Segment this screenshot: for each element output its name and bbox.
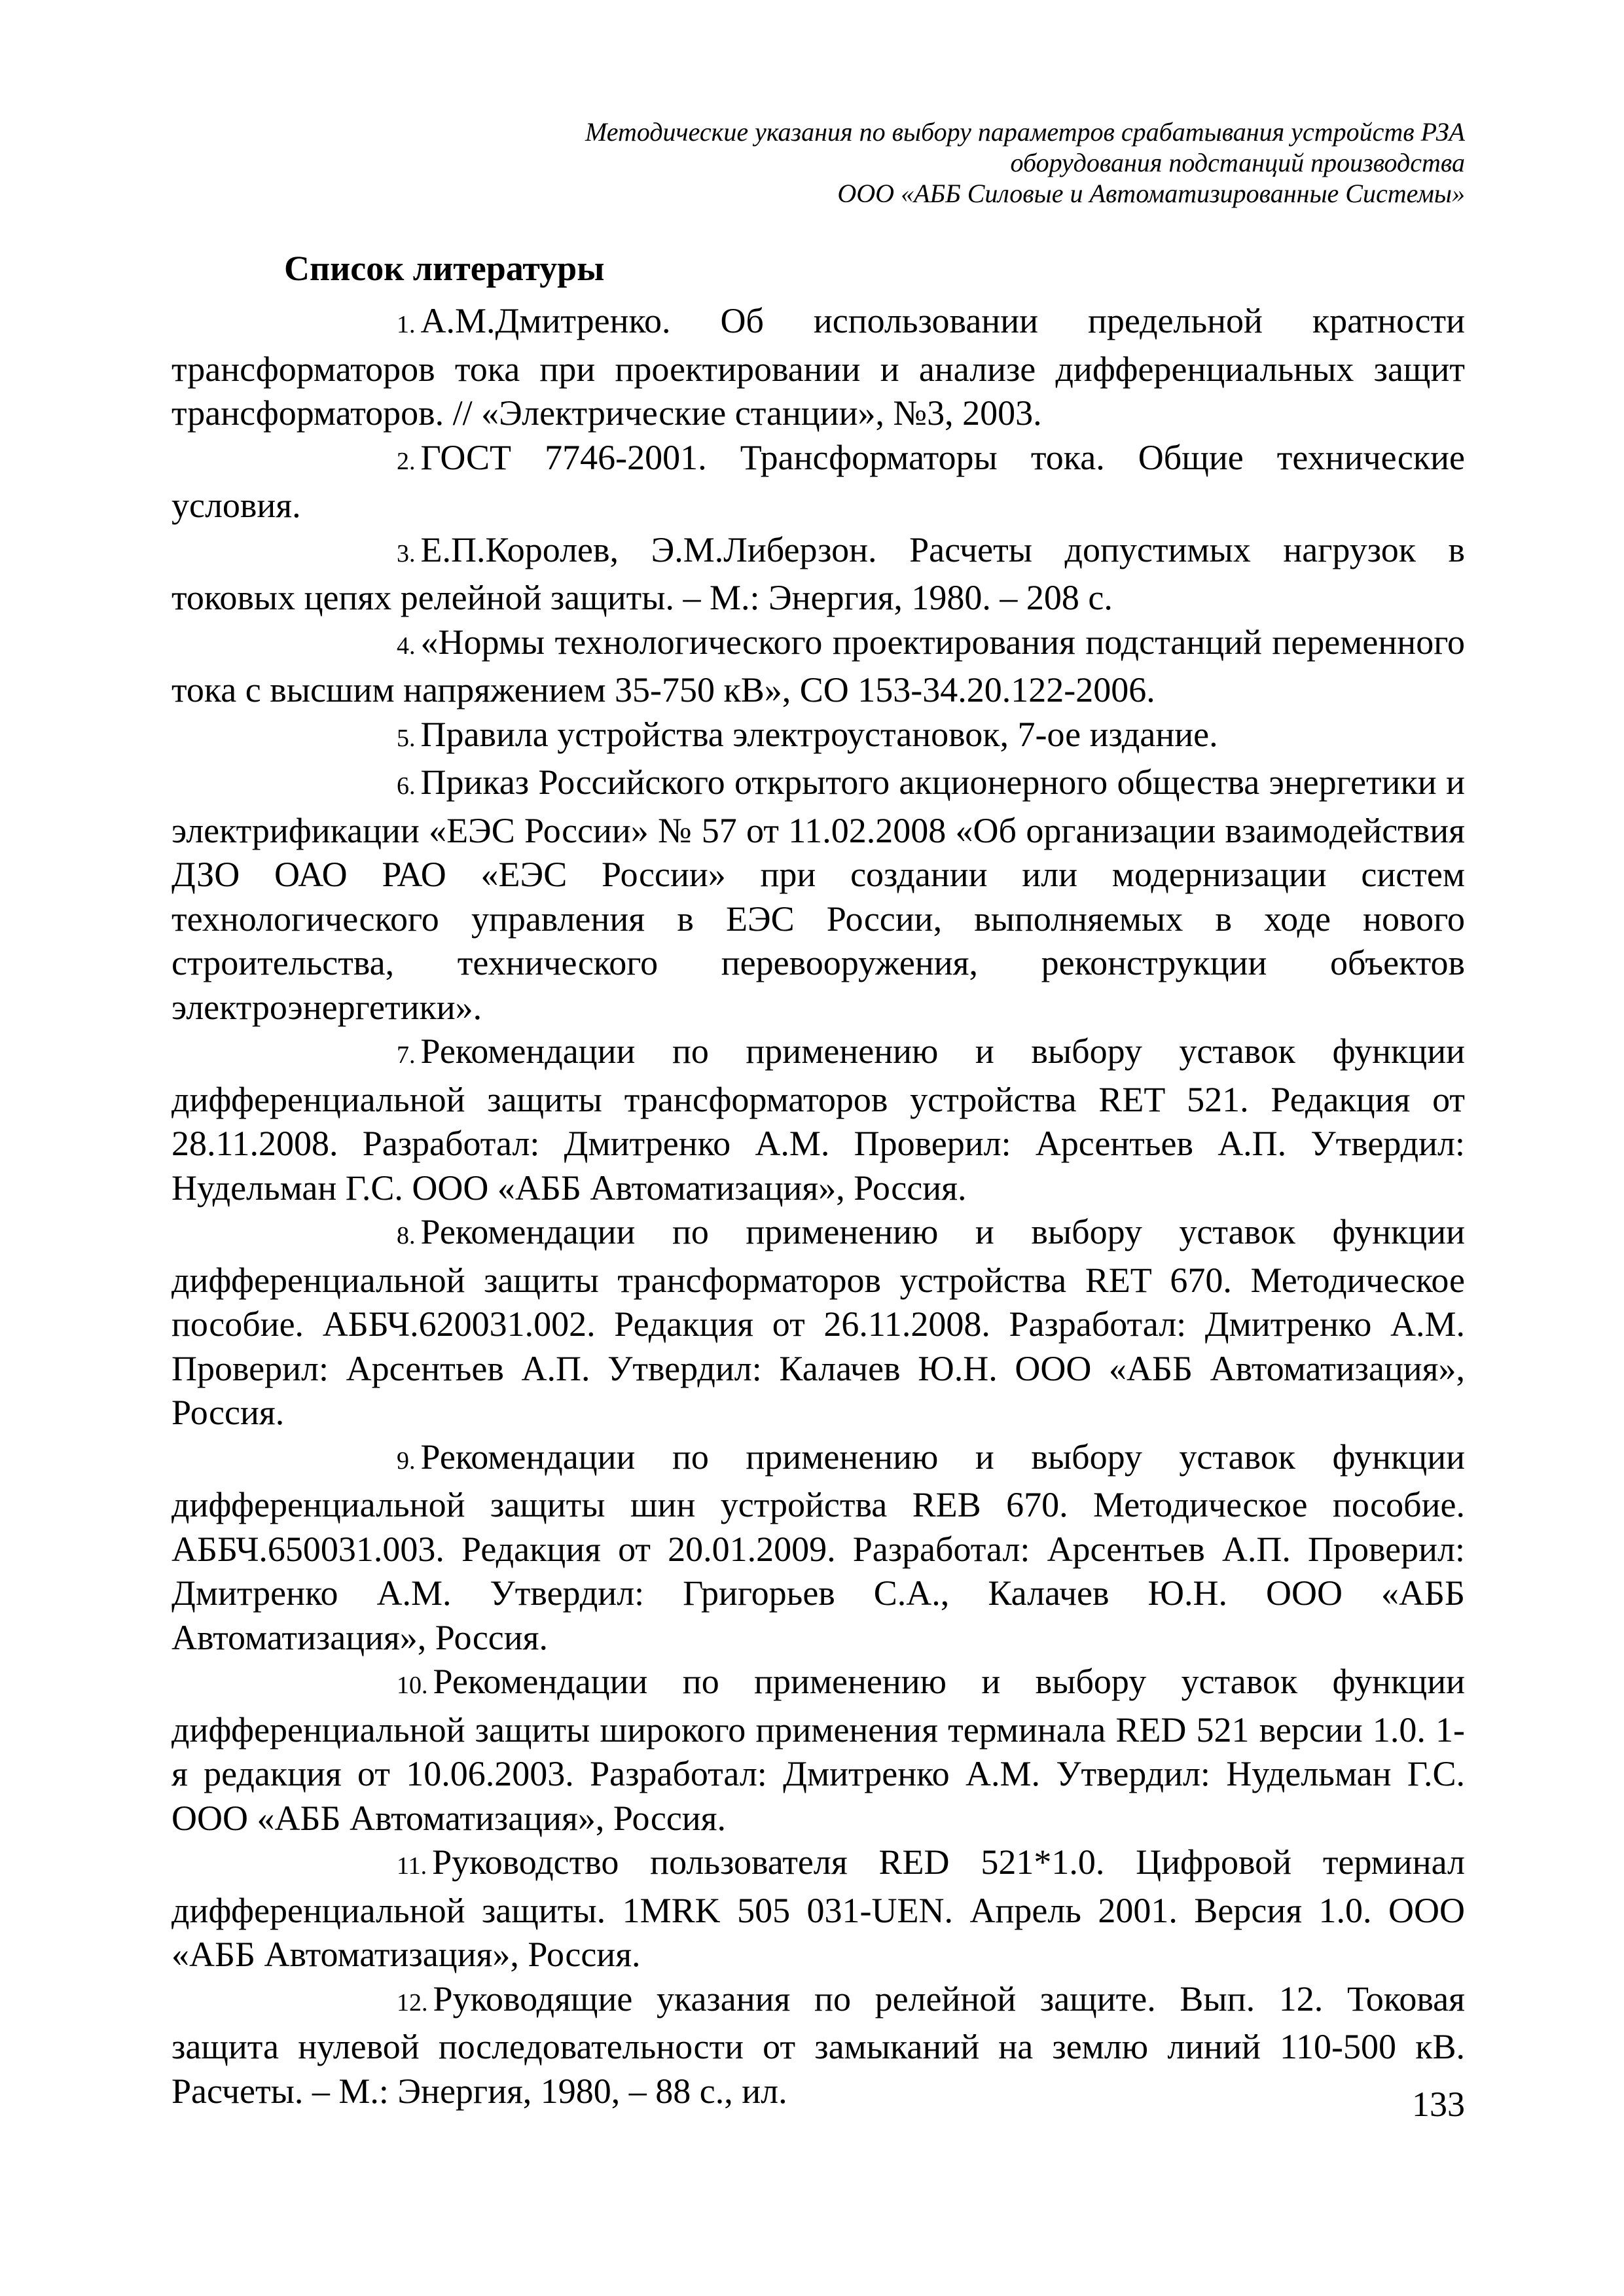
reference-item xyxy=(171,1660,1465,1840)
header-line-3: ООО «АББ Силовые и Автоматизированные Системы» xyxy=(837,179,1465,208)
reference-text: Руководство пользователя RED 521*1.0. Цифровой терминал дифференциальной защиты. 1MRK 505 031-UEN. Апрель 2001. Версия 1.0. ООО «АББ Автоматизация», Россия. xyxy=(171,1842,1465,1974)
reference-number: 2. xyxy=(397,447,416,475)
reference-item xyxy=(171,620,1465,713)
page-title: Список литературы xyxy=(284,249,605,288)
reference-number: 8. xyxy=(397,1222,416,1249)
reference-text: Е.П.Королев, Э.М.Либерзон. Расчеты допустимых нагрузок в токовых цепях релейной защиты. – М.: Энергия, 1980. – 208 с. xyxy=(171,529,1465,617)
reference-number: 12. xyxy=(397,1988,428,2017)
reference-item xyxy=(171,1435,1465,1660)
reference-number: 1. xyxy=(397,311,416,338)
reference-item xyxy=(171,1840,1465,1977)
page-content xyxy=(171,245,1465,2113)
reference-text: Рекомендации по применению и выбору уставок функции дифференциальной защиты шин устройства REB 670. Методическое пособие. АББЧ.650031.003. Редакция от 20.01.2009. Разработал: Арсентьев А.П. Проверил: Дмитренко А.М. Утвердил: Григорьев С.А., Калачев Ю.Н. ООО «АББ Автоматизация», Россия. xyxy=(171,1437,1465,1657)
reference-text: А.М.Дмитренко. Об использовании предельной кратности трансформаторов тока при проектировании и анализе дифференциальных защит трансформаторов. // «Электрические станции», №3, 2003. xyxy=(171,301,1465,433)
reference-text: Рекомендации по применению и выбору уставок функции дифференциальной защиты трансформаторов устройства RET 670. Методическое пособие. АББЧ.620031.002. Редакция от 26.11.2008. Разработал: Дмитренко А.М. Проверил: Арсентьев А.П. Утвердил: Калачев Ю.Н. ООО «АББ Автоматизация», Россия. xyxy=(171,1212,1465,1432)
reference-number: 7. xyxy=(397,1041,416,1069)
reference-text: ГОСТ 7746-2001. Трансформаторы тока. Общие технические условия. xyxy=(171,437,1465,525)
running-header xyxy=(352,117,1465,209)
header-line-1: Методические указания по выбору параметров срабатывания устройств РЗА xyxy=(585,117,1465,147)
reference-item xyxy=(171,1977,1465,2114)
reference-number: 9. xyxy=(397,1446,416,1475)
reference-number: 5. xyxy=(397,724,416,752)
reference-item xyxy=(171,1210,1465,1435)
reference-item xyxy=(171,713,1465,761)
reference-item xyxy=(171,528,1465,620)
reference-text: Приказ Российского открытого акционерного общества энергетики и электрификации «ЕЭС России» № 57 от 11.02.2008 «Об организации взаимодействия ДЗО ОАО РАО «ЕЭС России» при создании или модернизации систем технологического управления в ЕЭС России, выполняемых в ходе нового строительства, технического перевооружения, реконструкции объектов электроэнергетики». xyxy=(171,762,1465,1027)
reference-number: 6. xyxy=(397,772,416,800)
reference-text: Правила устройства электроустановок, 7-ое издание. xyxy=(420,714,1218,754)
reference-number: 4. xyxy=(397,632,416,660)
reference-item xyxy=(171,436,1465,528)
reference-text: «Нормы технологического проектирования подстанций переменного тока с высшим напряжением 35-750 кВ», СО 153-34.20.122-2006. xyxy=(171,622,1465,709)
reference-text: Руководящие указания по релейной защите. Вып. 12. Токовая защита нулевой последовательности от замыканий на землю линий 110-500 кВ. Расчеты. – М.: Энергия, 1980, – 88 с., ил. xyxy=(171,1979,1465,2111)
page-number: 133 xyxy=(1412,2085,1465,2124)
header-line-2: оборудования подстанций производства xyxy=(1010,148,1465,177)
reference-number: 10. xyxy=(397,1672,428,1699)
reference-text: Рекомендации по применению и выбору уставок функции дифференциальной защиты широкого применения терминала RED 521 версии 1.0. 1-я редакция от 10.06.2003. Разработал: Дмитренко А.М. Утвердил: Нудельман Г.С. ООО «АББ Автоматизация», Россия. xyxy=(171,1662,1465,1838)
reference-list xyxy=(171,299,1465,2113)
reference-number: 3. xyxy=(397,539,416,567)
reference-item xyxy=(171,1030,1465,1210)
reference-item xyxy=(171,299,1465,436)
reference-text: Рекомендации по применению и выбору уставок функции дифференциальной защиты трансформаторов устройства RET 521. Редакция от 28.11.2008. Разработал: Дмитренко А.М. Проверил: Арсентьев А.П. Утвердил: Нудельман Г.С. ООО «АББ Автоматизация», Россия. xyxy=(171,1031,1465,1208)
reference-number: 11. xyxy=(397,1852,427,1880)
reference-item xyxy=(171,761,1465,1030)
